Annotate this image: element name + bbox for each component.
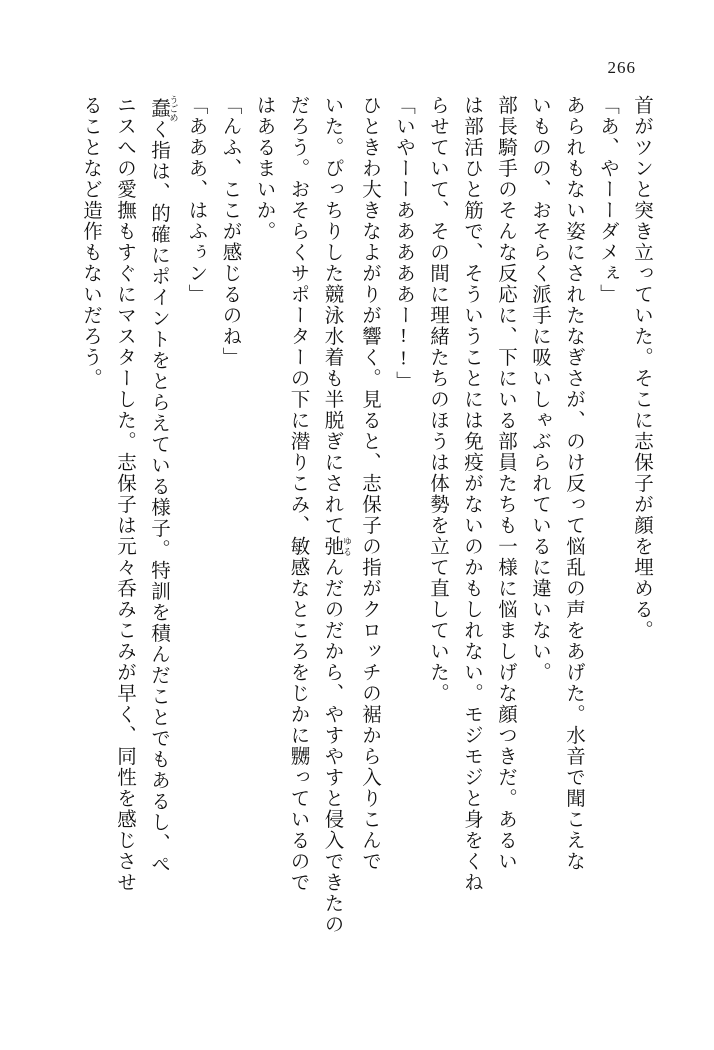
ruby-annotation: 弛 ゆる	[321, 536, 352, 557]
paragraph: だろう。おそらくサポーターの下に潜りこみ、敏感なところをじかに嬲っているので	[287, 95, 309, 893]
paragraph: いものの、おそらく派手に吸いしゃぶられているに違いない。	[529, 95, 550, 683]
paragraph: 「んふ、ここが感じるのね」	[219, 95, 241, 368]
paragraph: はあるまいか。	[253, 95, 275, 242]
paragraph: ひときわ大きなよがりが響く。見ると、志保子の指がクロッチの裾から入りこんで	[359, 95, 380, 872]
paragraph-with-ruby: いた。ぴっちりした競泳水着も半脱ぎにされて弛 ゆるんだのだから、やすやすと侵入できたの	[321, 95, 352, 935]
page-number: 266	[607, 58, 636, 77]
paragraph: らせていて、その間に理緒たちのほうは体勢を立て直していた。	[427, 95, 448, 704]
paragraph: 首がツンと突き立っていた。そこに志保子が顔を埋める。	[631, 95, 652, 641]
paragraph: 部長騎手のそんな反応に、下にいる部員たちも一様に悩ましげな顔つきだ。あるい	[495, 95, 516, 872]
paragraph: 「あああ、はふぅン」	[185, 95, 207, 305]
paragraph: 「いやーーあああああー!!」	[393, 95, 414, 392]
paragraph: ニスへの愛撫もすぐにマスターした。志保子は元々呑みこみが早く、同性を感じさせ	[114, 95, 135, 893]
paragraph: 「あ、やーーダメぇ」	[597, 95, 618, 305]
ruby-annotation: 蠢 うごめ	[148, 95, 179, 122]
paragraph: あられもない姿にされたなぎさが、のけ反って悩乱の声をあげた。水音で聞こえな	[563, 95, 584, 872]
paragraph-with-ruby: 蠢 うごめく指は、的確にポイントをとらえている様子。特訓を積んだことでもあるし、ぺ	[148, 95, 179, 875]
paragraph: は部活ひと筋で、そういうことには免疫がないのかもしれない。モジモジと身をくね	[461, 95, 482, 893]
vertical-text-body	[58, 95, 658, 975]
paragraph: ることなど造作もないだろう。	[80, 95, 101, 389]
